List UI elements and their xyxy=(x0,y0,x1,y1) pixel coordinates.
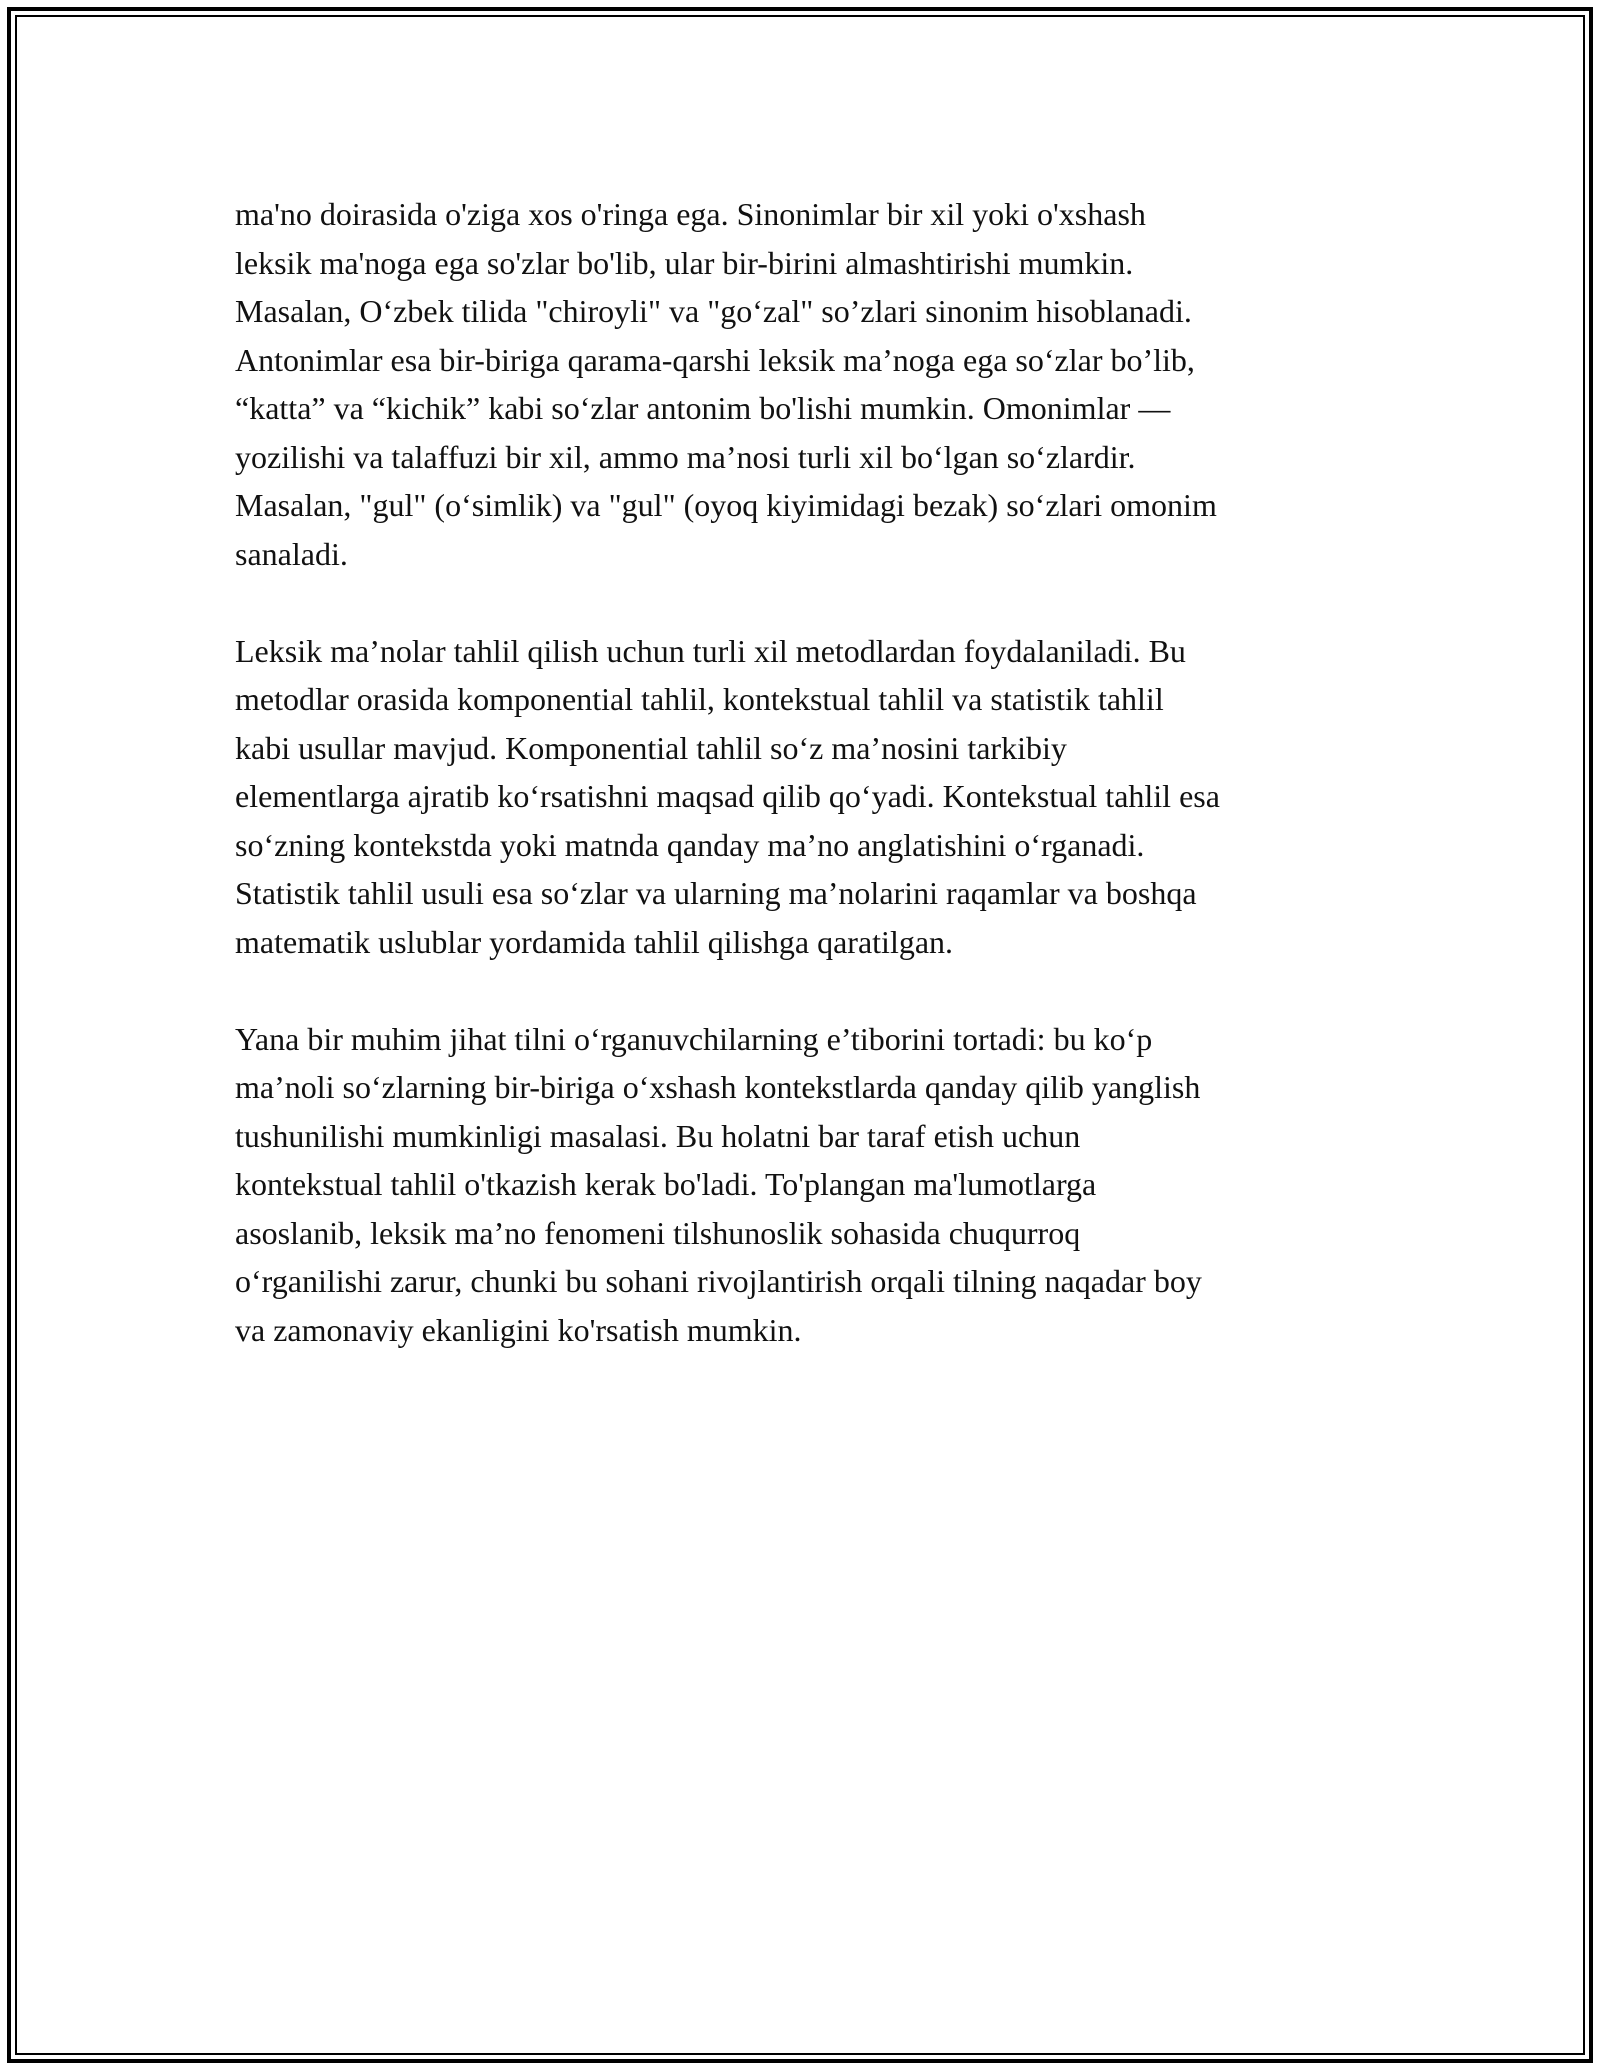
document-body xyxy=(235,190,1375,1403)
paragraph-synonyms-antonyms-homonyms: ma'no doirasida o'ziga xos o'ringa ega. Sinonimlar bir xil yoki o'xshash leksik ma'noga ega so'zlar bo'lib, ular bir-birini almashtirishi mumkin. Masalan, O‘zbek tilida "chiroyli" va "go‘zal" so’zlari sinonim hisoblanadi. Antonimlar esa bir-biriga qarama-qarshi leksik ma’noga ega so‘zlar bo’lib, “katta” va “kichik” kabi so‘zlar antonim bo'lishi mumkin. Omonimlar — yozilishi va talaffuzi bir xil, ammo ma’nosi turli xil bo‘lgan so‘zlardir. Masalan, "gul" (o‘simlik) va "gul" (oyoq kiyimidagi bezak) so‘zlari omonim sanaladi. xyxy=(235,196,1217,572)
paragraph-polysemy-context: Yana bir muhim jihat tilni o‘rganuvchilarning e’tiborini tortadi: bu ko‘p ma’noli so‘zlarning bir-biriga o‘xshash kontekstlarda qanday qilib yanglish tushunilishi mumkinligi masalasi. Bu holatni bar taraf etish uchun kontekstual tahlil o'tkazish kerak bo'ladi. To'plangan ma'lumotlarga asoslanib, leksik ma’no fenomeni tilshunoslik sohasida chuqurroq o‘rganilishi zarur, chunki bu sohani rivojlantirish orqali tilning naqadar boy va zamonaviy ekanligini ko'rsatish mumkin. xyxy=(235,1020,1202,1348)
paragraph-analysis-methods: Leksik ma’nolar tahlil qilish uchun turli xil metodlardan foydalaniladi. Bu metodlar orasida komponential tahlil, kontekstual tahlil va statistik tahlil kabi usullar mavjud. Komponential tahlil so‘z ma’nosini tarkibiy elementlarga ajratib ko‘rsatishni maqsad qilib qo‘yadi. Kontekstual tahlil esa so‘zning kontekstda yoki matnda qanday ma’no anglatishini o‘rganadi. Statistik tahlil usuli esa so‘zlar va ularning ma’nolarini raqamlar va boshqa matematik uslublar yordamida tahlil qilishga qaratilgan. xyxy=(235,632,1220,960)
